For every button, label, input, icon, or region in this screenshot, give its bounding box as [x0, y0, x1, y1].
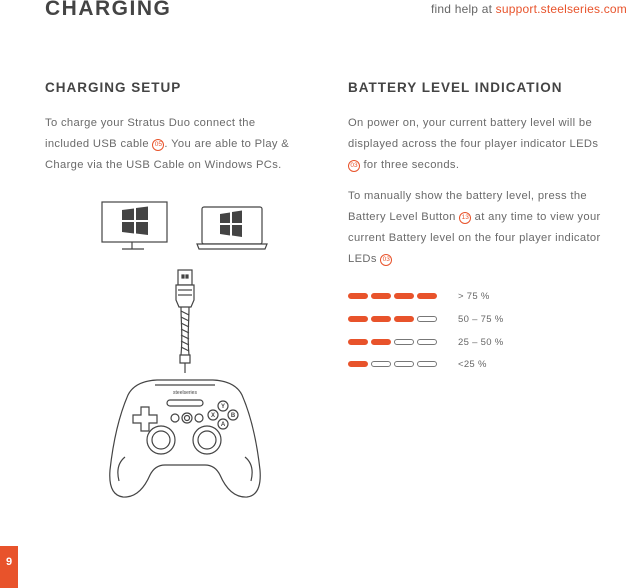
led-lit [394, 293, 414, 299]
battery-level-row [348, 315, 437, 323]
led-lit [417, 293, 437, 299]
callout-badge-03: 03 [348, 160, 360, 172]
battery-p2-line-4-text: LEDs [348, 253, 381, 265]
monitor-icon [102, 202, 167, 249]
charging-illustration [95, 195, 285, 505]
charging-line-3: Charge via the USB Cable on Windows PCs. [45, 159, 282, 171]
led-unlit [394, 339, 414, 345]
battery-p1-line-1: On power on, your current battery level will be [348, 117, 593, 129]
battery-p2-line-2 [348, 207, 627, 228]
controller-icon [110, 380, 260, 497]
usb-cable-icon [180, 307, 190, 373]
battery-level-label: 50 – 75 % [458, 314, 504, 325]
led-lit [348, 293, 368, 299]
charging-line-2 [45, 134, 325, 155]
support-link[interactable]: support.steelseries.com [495, 2, 627, 16]
led-lit [371, 339, 391, 345]
usb-connector-icon [176, 270, 194, 307]
battery-level-heading: BATTERY LEVEL INDICATION [348, 80, 563, 95]
callout-badge-03: 03 [380, 254, 392, 266]
led-unlit [394, 361, 414, 367]
battery-level-label: <25 % [458, 359, 487, 370]
battery-manual-text [348, 186, 627, 270]
battery-p1-line-3-text: for three seconds. [360, 159, 460, 171]
x-label: X [210, 413, 216, 419]
help-prefix: find help at [431, 2, 496, 16]
battery-p2-line-2b: at any time to view your [471, 211, 601, 223]
battery-p2-line-2a: Battery Level Button [348, 211, 460, 223]
led-lit [371, 316, 391, 322]
callout-badge-13: 13 [459, 212, 471, 224]
battery-p2-line-3: current Battery level on the four player indicator [348, 232, 601, 244]
battery-p2-line-4 [348, 249, 627, 270]
battery-intro-text [348, 113, 627, 176]
callout-badge-05: 05 [152, 139, 164, 151]
led-lit [371, 293, 391, 299]
b-label: B [230, 413, 236, 419]
battery-level-row [348, 360, 437, 368]
page-title: CHARGING [45, 0, 172, 20]
battery-p2-line-1: To manually show the battery level, press the [348, 190, 587, 202]
led-lit [348, 339, 368, 345]
battery-level-row [348, 292, 437, 300]
controller-brand: steelseries [173, 390, 197, 396]
battery-p1-line-2: displayed across the four player indicator LEDs [348, 138, 599, 150]
led-lit [348, 316, 368, 322]
a-label: A [220, 422, 226, 428]
led-unlit [371, 361, 391, 367]
led-unlit [417, 316, 437, 322]
led-lit [348, 361, 368, 367]
charging-setup-heading: CHARGING SETUP [45, 80, 182, 95]
charging-line-2b: . You are able to Play & [164, 138, 290, 150]
battery-level-label: 25 – 50 % [458, 337, 504, 348]
charging-line-1: To charge your Stratus Duo connect the [45, 117, 256, 129]
led-unlit [417, 339, 437, 345]
battery-level-row [348, 338, 437, 346]
battery-p1-line-3 [348, 155, 627, 176]
laptop-icon [197, 207, 267, 249]
led-unlit [417, 361, 437, 367]
battery-level-label: > 75 % [458, 291, 490, 302]
help-text [431, 2, 627, 16]
charging-setup-text [45, 113, 325, 176]
charging-line-2a: included USB cable [45, 138, 153, 150]
y-label: Y [220, 404, 226, 410]
led-lit [394, 316, 414, 322]
page-number: 9 [0, 546, 18, 588]
